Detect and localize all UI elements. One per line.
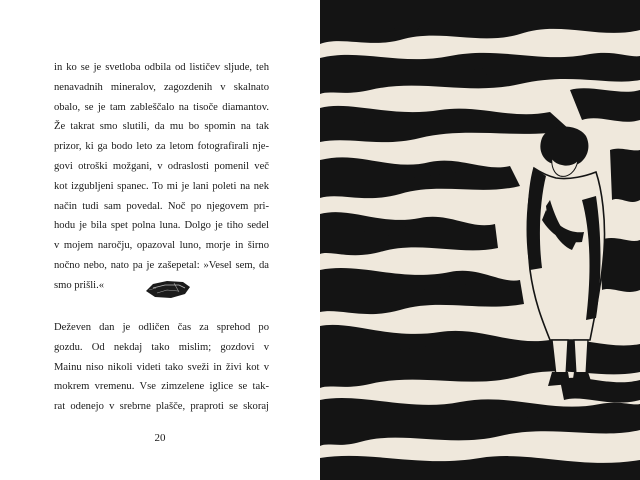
text-line: obalo, se je tam zableščalo na tisoče diamantov. (54, 101, 269, 113)
text-line: hodu je bila spet polna luna. Dolgo je tiho sedel (54, 220, 269, 232)
text-line: Mainu niso nikoli videti tako sveži in živi kot v (54, 361, 269, 373)
text-line: govi otroški možgani, v odraslosti pomenil več (54, 160, 269, 172)
paragraph-2 (54, 318, 269, 417)
text-line: mokrem vremenu. Vse zimzelene iglice se tak- (54, 381, 269, 393)
text-line: način tudi sam povedal. Noč po njegovem pri- (54, 200, 269, 212)
text-line: prizor, ki ga bodo leto za letom fotografirali nje- (54, 141, 269, 153)
page-number: 20 (154, 432, 166, 444)
text-line: smo prišli.« (54, 279, 105, 291)
text-line: gozdu. Od nekdaj tako mislim; gozdovi v (54, 341, 269, 353)
text-line: kot izgubljeni spanec. To mi je lani poleti na nek (54, 180, 269, 192)
text-line: nenavadnih mineralov, zagozdenih v skalnato (54, 81, 269, 93)
stone-ornament-icon (143, 276, 193, 302)
text-line: in ko se je svetloba odbila od lističev sljude, teh (54, 62, 269, 73)
paragraph-1 (54, 58, 269, 296)
text-line: Deževen dan je odličen čas za sprehod po (54, 322, 269, 333)
text-line: Že takrat smo slutili, da mu bo spomin na tak (54, 121, 269, 133)
text-line: nočno nebo, nato pa je zašepetal: »Vesel sem, da (54, 259, 269, 271)
text-line: rat odenejo v srebrne plašče, praproti se skoraj (54, 401, 269, 413)
right-page (320, 0, 640, 480)
ink-illustration (320, 0, 640, 480)
text-line: v mojem naročju, opazoval luno, morje in širno (54, 240, 269, 252)
